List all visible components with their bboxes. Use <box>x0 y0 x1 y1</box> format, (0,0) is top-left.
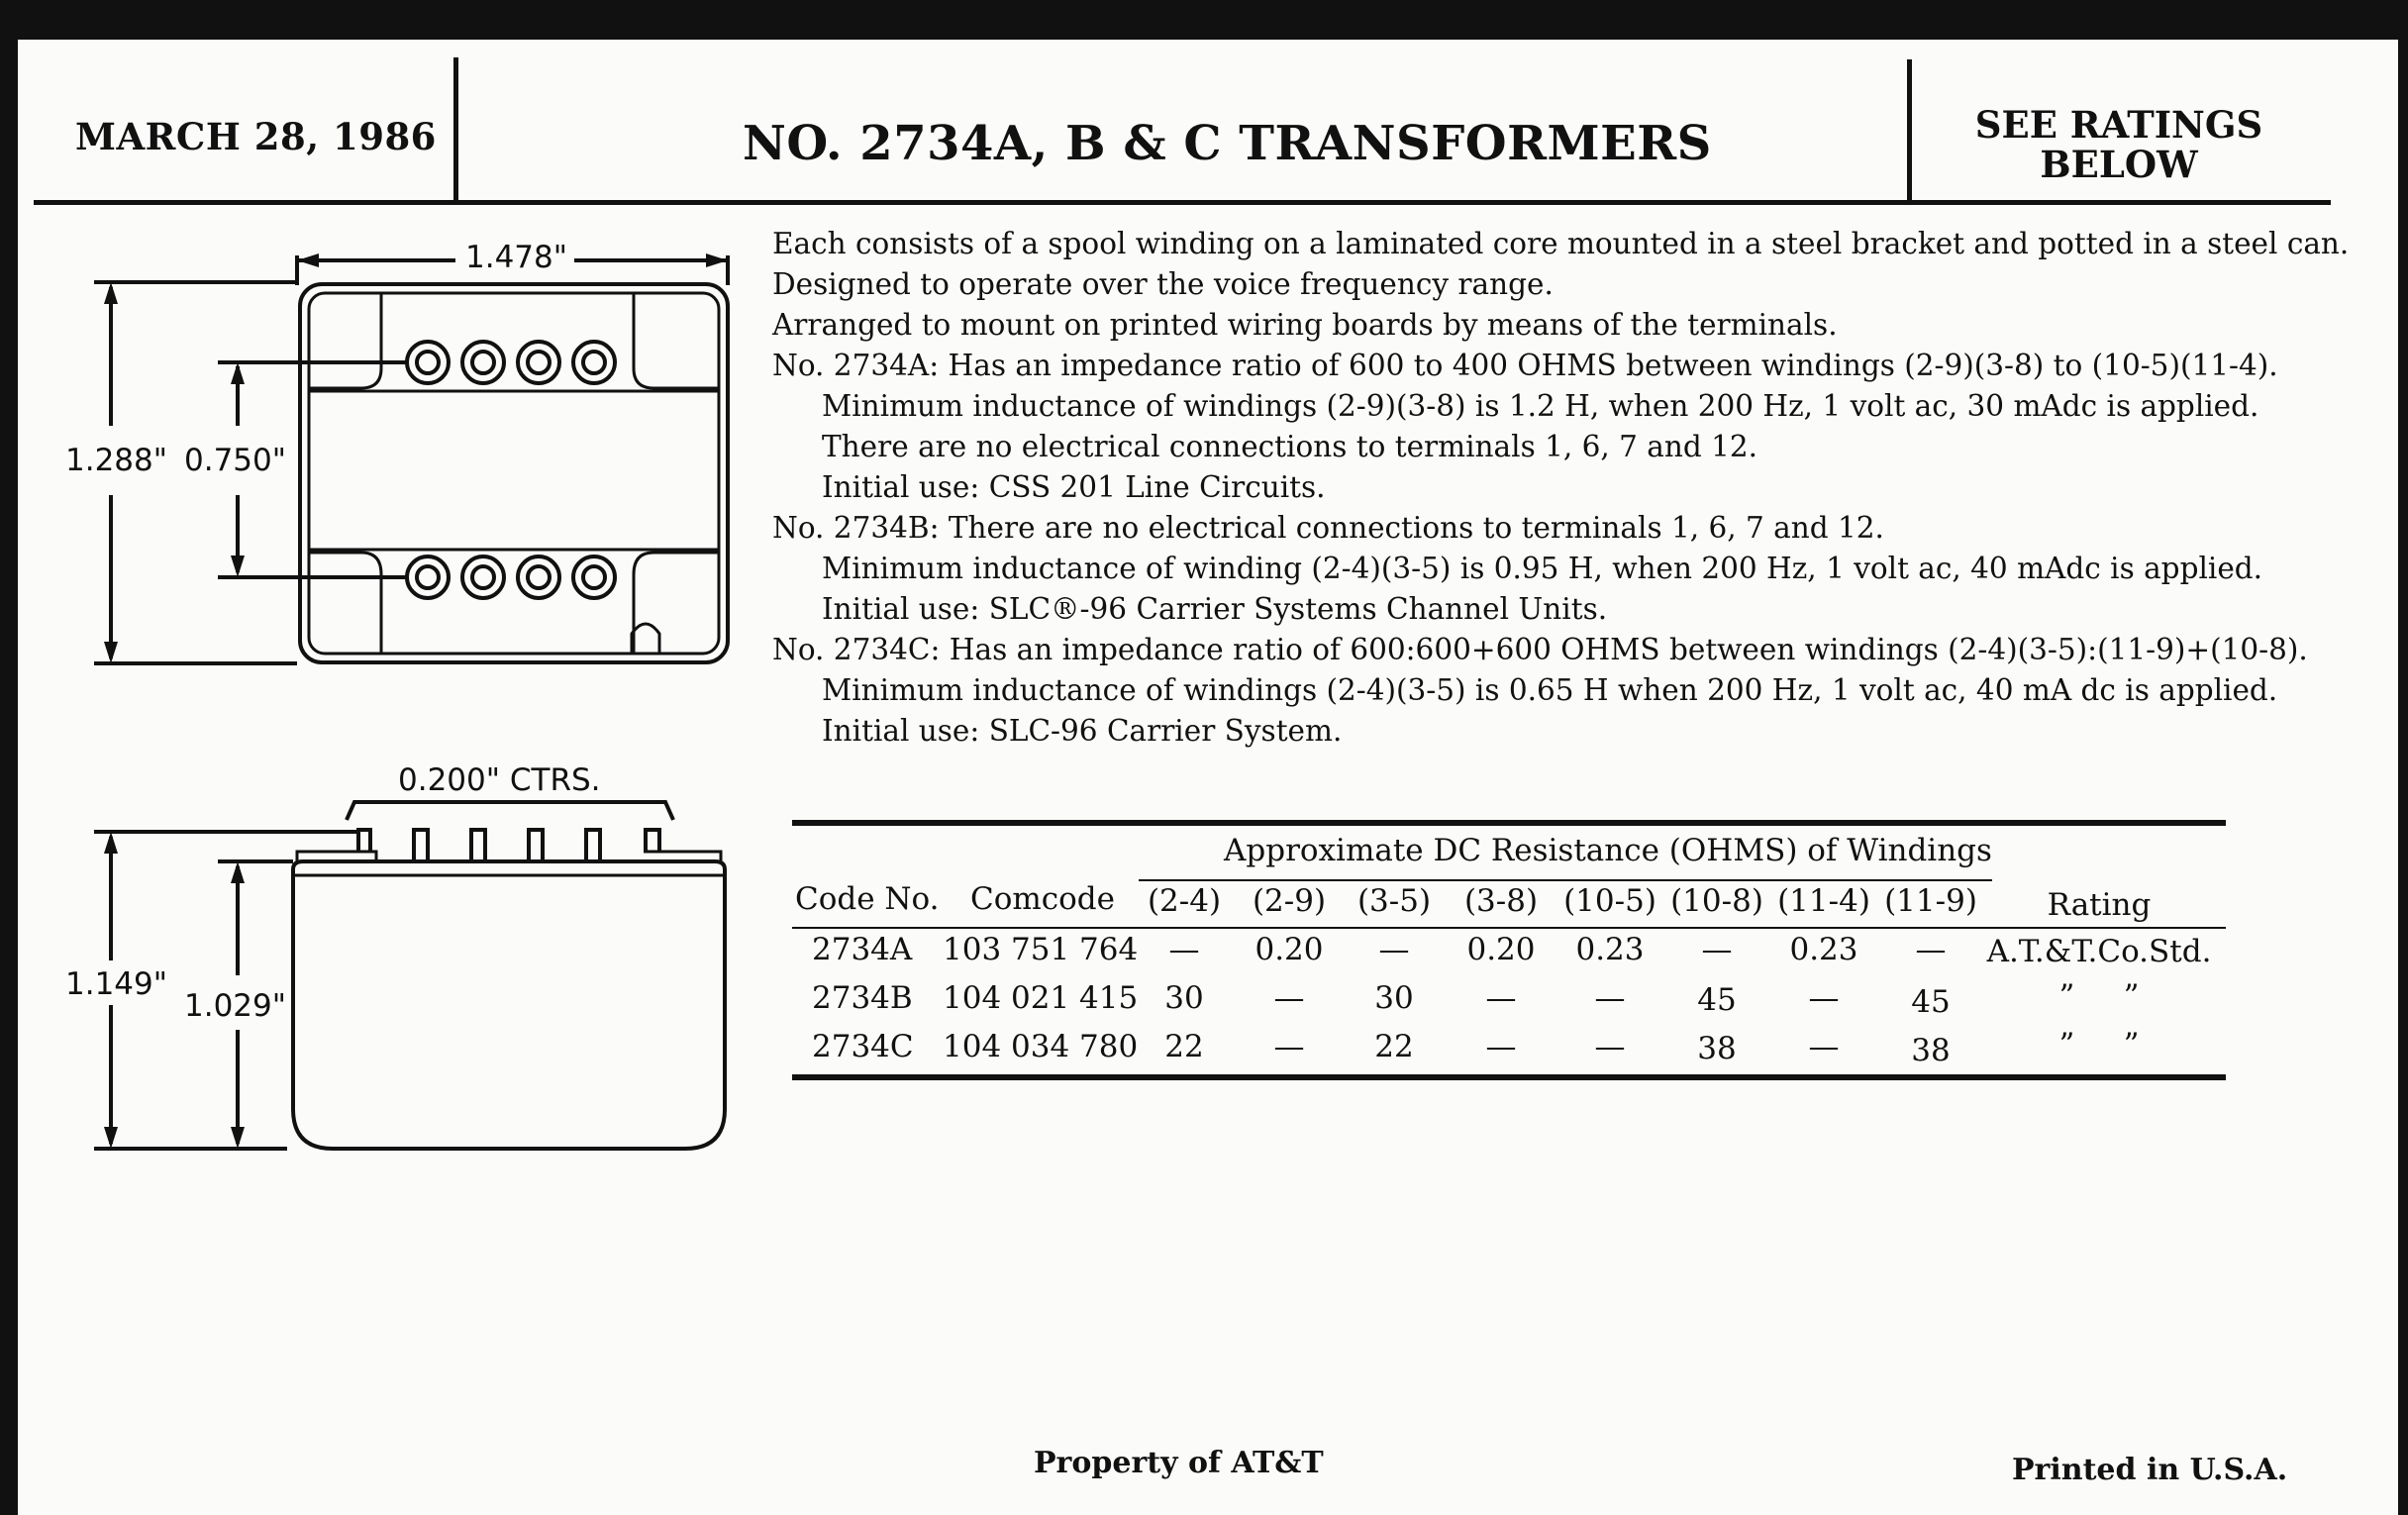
column-header: Rating <box>2047 887 2152 923</box>
table-cell: 38 <box>1697 1031 1737 1066</box>
column-header: (2-9) <box>1252 883 1327 919</box>
table-cell: — <box>1485 1029 1517 1064</box>
top-view-drawing <box>0 0 772 713</box>
table-bottom-rule <box>792 1074 2226 1080</box>
desc-line: No. 2734A: Has an impedance ratio of 600 to 400 OHMS between windings (2-9)(3-8) to (10-5)(11-4). <box>772 349 2278 382</box>
table-cell: 2734A <box>812 932 913 967</box>
table-cell: 103 751 764 <box>943 932 1139 967</box>
desc-line: Minimum inductance of windings (2-4)(3-5) is 0.65 H when 200 Hz, 1 volt ac, 40 mA dc is applied. <box>822 673 2278 707</box>
table-cell: — <box>1273 1029 1305 1064</box>
column-header: (3-5) <box>1356 883 1432 919</box>
column-header: (11-9) <box>1884 883 1977 919</box>
table-cell: — <box>1808 980 1840 1016</box>
column-header: (10-5) <box>1563 883 1656 919</box>
column-header: Code No. <box>795 881 940 917</box>
table-group-header: Approximate DC Resistance (OHMS) of Windings <box>1224 833 1992 868</box>
table-cell: — <box>1594 980 1626 1016</box>
desc-line: Initial use: SLC-96 Carrier System. <box>822 714 1343 748</box>
table-cell: 2734B <box>812 980 913 1016</box>
table-cell: ” ” <box>2058 1027 2140 1062</box>
table-cell: — <box>1485 980 1517 1016</box>
table-cell: ” ” <box>2058 978 2140 1014</box>
page-title: NO. 2734A, B & C TRANSFORMERS <box>743 116 1712 171</box>
desc-line: Initial use: SLC®-96 Carrier Systems Channel Units. <box>822 592 1608 626</box>
column-header: (10-8) <box>1670 883 1763 919</box>
desc-line: No. 2734C: Has an impedance ratio of 600:600+600 OHMS between windings (2-4)(3-5):(11-9)+(10-8). <box>772 633 2308 666</box>
column-header: (3-8) <box>1463 883 1539 919</box>
table-cell: — <box>1701 932 1733 967</box>
footer-property: Property of AT&T <box>1034 1446 1324 1480</box>
top-inner-height-dimension: 0.750" <box>184 443 287 478</box>
table-cell: — <box>1594 1029 1626 1064</box>
desc-line: Minimum inductance of winding (2-4)(3-5) is 0.95 H, when 200 Hz, 1 volt ac, 40 mAdc is applied. <box>822 552 2263 585</box>
table-cell: 45 <box>1911 984 1951 1020</box>
table-cell: 38 <box>1911 1033 1951 1068</box>
table-cell: — <box>1915 932 1947 967</box>
header-date: MARCH 28, 1986 <box>75 115 437 158</box>
table-cell: 30 <box>1164 980 1204 1016</box>
description <box>772 224 2349 752</box>
pin-spacing-dimension: 0.200" CTRS. <box>398 762 601 798</box>
desc-line: Each consists of a spool winding on a laminated core mounted in a steel bracket and potted in a steel can. <box>772 227 2350 260</box>
side-inner-height-dimension: 1.029" <box>184 988 287 1024</box>
table-cell: A.T.&T.Co.Std. <box>1986 934 2212 969</box>
column-header: (11-4) <box>1777 883 1870 919</box>
ratings-line-1: SEE RATINGS <box>1974 103 2263 147</box>
desc-line: Minimum inductance of windings (2-9)(3-8) is 1.2 H, when 200 Hz, 1 volt ac, 30 mAdc is applied. <box>822 389 2259 423</box>
table-cell: 104 021 415 <box>943 980 1139 1016</box>
desc-line: No. 2734B: There are no electrical connections to terminals 1, 6, 7 and 12. <box>772 511 1884 545</box>
table-cell: — <box>1168 932 1200 967</box>
table-cell: 22 <box>1164 1029 1204 1064</box>
table-cell: — <box>1378 932 1410 967</box>
footer-printed: Printed in U.S.A. <box>2012 1453 2288 1487</box>
header-divider-right <box>1907 59 1912 204</box>
desc-line: Arranged to mount on printed wiring boards by means of the terminals. <box>772 308 1838 342</box>
desc-line: Designed to operate over the voice frequency range. <box>772 267 1554 301</box>
table-cell: 0.23 <box>1575 932 1645 967</box>
desc-line: There are no electrical connections to terminals 1, 6, 7 and 12. <box>822 430 1758 463</box>
column-header: Comcode <box>970 881 1115 917</box>
table-group-rule <box>1139 879 1992 881</box>
table-cell: 0.20 <box>1466 932 1536 967</box>
table-cell: 0.20 <box>1254 932 1324 967</box>
scan-edge <box>2398 0 2408 1515</box>
ratings-line-2: BELOW <box>2040 143 2198 186</box>
table-cell: — <box>1808 1029 1840 1064</box>
side-outer-height-dimension: 1.149" <box>65 966 168 1002</box>
table-cell: 2734C <box>812 1029 914 1064</box>
table-cell: 22 <box>1374 1029 1414 1064</box>
table-cell: 45 <box>1697 982 1737 1018</box>
table-cell: 104 034 780 <box>943 1029 1139 1064</box>
desc-line: Initial use: CSS 201 Line Circuits. <box>822 470 1326 504</box>
top-outer-height-dimension: 1.288" <box>65 443 168 478</box>
column-header: (2-4) <box>1147 883 1222 919</box>
table-cell: — <box>1273 980 1305 1016</box>
table-cell: 0.23 <box>1789 932 1858 967</box>
top-width-dimension: 1.478" <box>465 240 568 275</box>
table-cell: 30 <box>1374 980 1414 1016</box>
table-top-rule <box>792 820 2226 826</box>
table-header-rule <box>792 927 2226 929</box>
header-ratings-note <box>1941 105 2297 184</box>
